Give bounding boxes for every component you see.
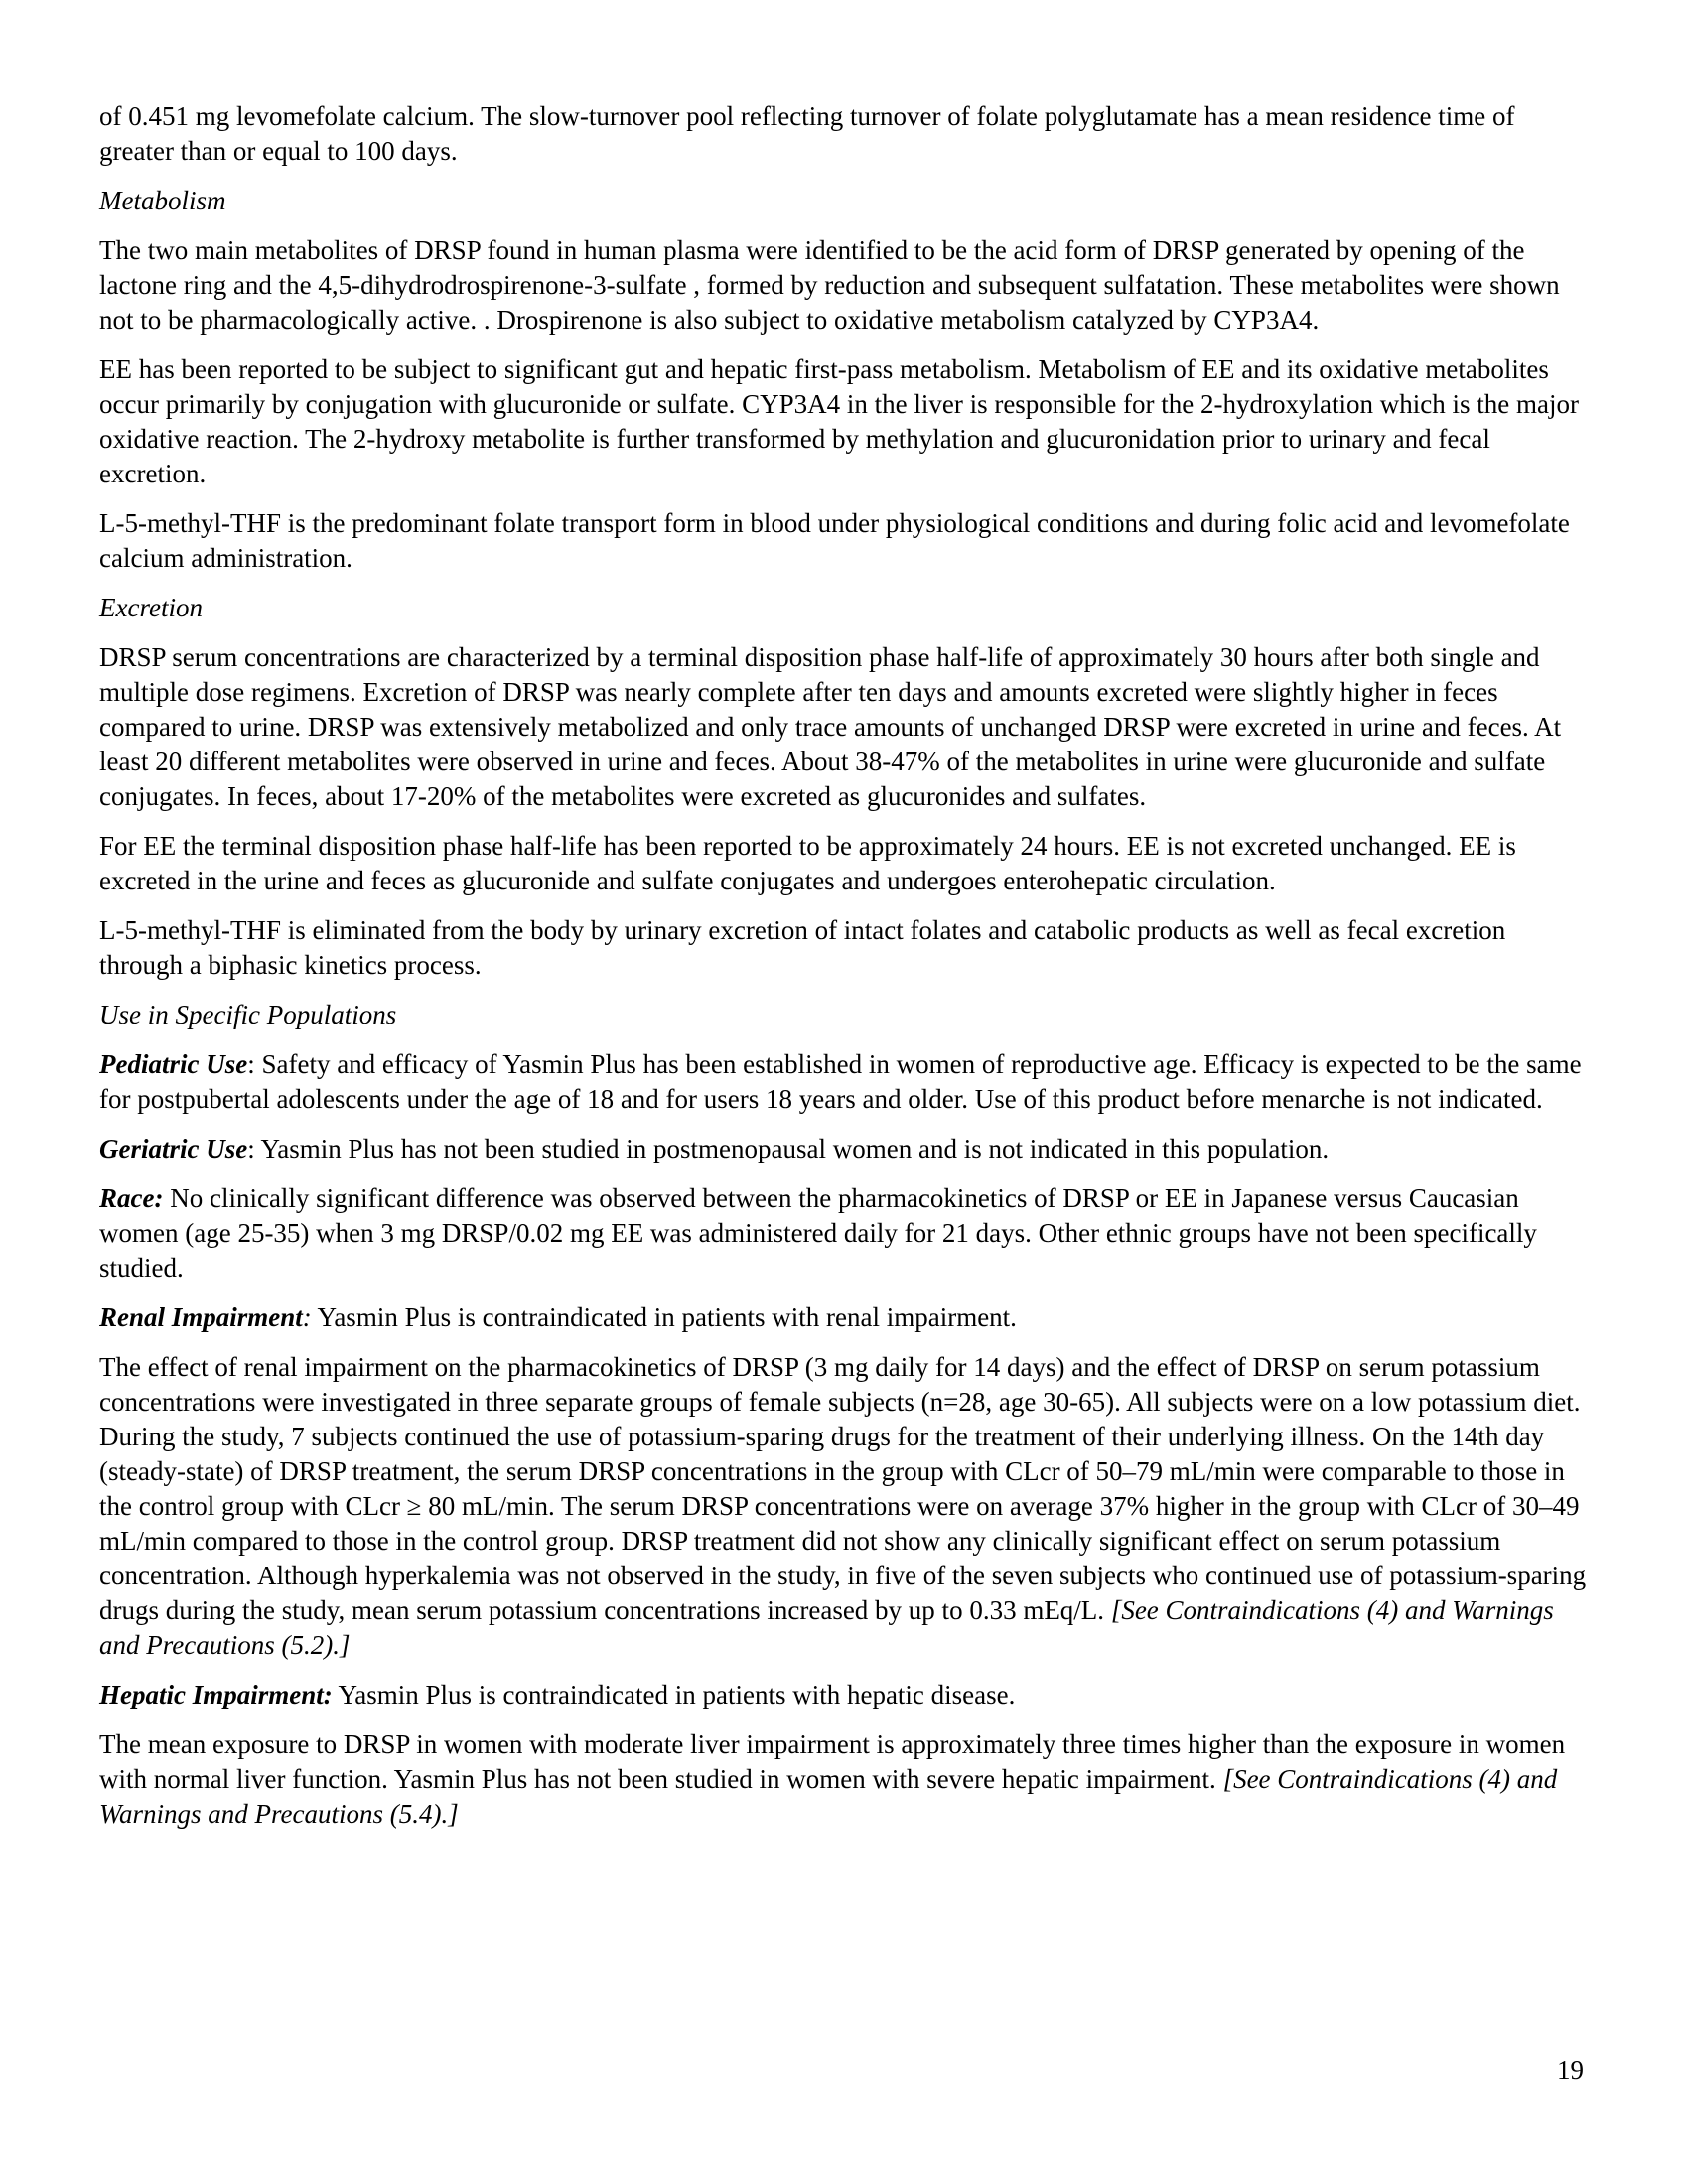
metabolism-paragraph-drsp: The two main metabolites of DRSP found in human plasma were identified to be the acid form of DRSP generated by opening of the lactone ring and the 4,5-dihydrodrospirenone-3-sulfate , formed by reduction and subsequent sulfatation. These metabolites were shown not to be pharmacologically active. . Drospirenone is also subject to oxidative metabolism catalyzed by CYP3A4. <box>99 235 1560 335</box>
hepatic-impairment-reference: [See Contraindications (4) and Warnings and Precautions (5.4).] <box>99 1764 1558 1829</box>
renal-impairment-detail-paragraph <box>99 1350 1589 1663</box>
renal-impairment-paragraph <box>99 1300 1589 1335</box>
document-page <box>99 99 1589 1846</box>
renal-impairment-label: Renal Impairment <box>99 1302 303 1332</box>
race-text: No clinically significant difference was observed between the pharmacokinetics of DRSP or EE in Japanese versus Caucasian women (age 25-35) when 3 mg DRSP/0.02 mg EE was administered daily for 21 days. Other ethnic groups have not been specifically studied. <box>99 1183 1537 1283</box>
hepatic-impairment-label: Hepatic Impairment: <box>99 1680 333 1709</box>
pediatric-use-label: Pediatric Use <box>99 1049 248 1079</box>
excretion-paragraph-ee: For EE the terminal disposition phase half-life has been reported to be approximately 24 hours. EE is not excreted unchanged. EE is excreted in the urine and feces as glucuronide and sulfate conjugates and undergoes enterohepatic circulation. <box>99 831 1516 895</box>
metabolism-paragraph-ee: EE has been reported to be subject to significant gut and hepatic first-pass metabolism. Metabolism of EE and its oxidative metabolites occur primarily by conjugation with glucuronide or sulfate. CYP3A4 in the liver is responsible for the 2-hydroxylation which is the major oxidative reaction. The 2-hydroxy metabolite is further transformed by methylation and glucuronidation prior to urinary and fecal excretion. <box>99 354 1579 488</box>
geriatric-use-paragraph <box>99 1132 1589 1166</box>
hepatic-impairment-detail-text: The mean exposure to DRSP in women with moderate liver impairment is approximately three times higher than the exposure in women with normal liver function. Yasmin Plus has not been studied in women with severe hepatic impairment. <box>99 1729 1566 1794</box>
renal-impairment-reference: [See Contraindications (4) and Warnings and Precautions (5.2).] <box>99 1595 1554 1660</box>
pediatric-use-text: : Safety and efficacy of Yasmin Plus has been established in women of reproductive age. Efficacy is expected to be the same for postpubertal adolescents under the age of 18 and for users 18 years and older. Use of this product before menarche is not indicated. <box>99 1049 1582 1114</box>
specific-populations-heading: Use in Specific Populations <box>99 1000 397 1029</box>
renal-impairment-text: Yasmin Plus is contraindicated in patients with renal impairment. <box>311 1302 1017 1332</box>
renal-impairment-detail-text: The effect of renal impairment on the pharmacokinetics of DRSP (3 mg daily for 14 days) and the effect of DRSP on serum potassium concentrations were investigated in three separate groups of female subjects (n=28, age 30-65). All subjects were on a low potassium diet. During the study, 7 subjects continued the use of potassium-sparing drugs for the treatment of their underlying illness. On the 14th day (steady-state) of DRSP treatment, the serum DRSP concentrations in the group with CLcr of 50–79 mL/min were comparable to those in the control group with CLcr ≥ 80 mL/min. The serum DRSP concentrations were on average 37% higher in the group with CLcr of 30–49 mL/min compared to those in the control group. DRSP treatment did not show any clinically significant effect on serum potassium concentration. Although hyperkalemia was not observed in the study, in five of the seven subjects who continued use of potassium-sparing drugs during the study, mean serum potassium concentrations increased by up to 0.33 mEq/L. <box>99 1352 1587 1625</box>
hepatic-impairment-paragraph <box>99 1678 1589 1712</box>
metabolism-paragraph-folate: L-5-methyl-THF is the predominant folate transport form in blood under physiological conditions and during folic acid and levomefolate calcium administration. <box>99 508 1570 573</box>
intro-paragraph: of 0.451 mg levomefolate calcium. The slow-turnover pool reflecting turnover of folate polyglutamate has a mean residence time of greater than or equal to 100 days. <box>99 101 1515 166</box>
race-label: Race: <box>99 1183 164 1213</box>
excretion-heading: Excretion <box>99 593 203 622</box>
excretion-paragraph-folate: L-5-methyl-THF is eliminated from the body by urinary excretion of intact folates and catabolic products as well as fecal excretion through a biphasic kinetics process. <box>99 915 1506 980</box>
pediatric-use-paragraph <box>99 1047 1589 1117</box>
hepatic-impairment-text: Yasmin Plus is contraindicated in patients with hepatic disease. <box>332 1680 1016 1709</box>
geriatric-use-label: Geriatric Use <box>99 1134 248 1163</box>
geriatric-use-text: : Yasmin Plus has not been studied in postmenopausal women and is not indicated in this population. <box>247 1134 1330 1163</box>
metabolism-heading: Metabolism <box>99 186 226 215</box>
excretion-paragraph-drsp: DRSP serum concentrations are characterized by a terminal disposition phase half-life of approximately 30 hours after both single and multiple dose regimens. Excretion of DRSP was nearly complete after ten days and amounts excreted were slightly higher in feces compared to urine. DRSP was extensively metabolized and only trace amounts of unchanged DRSP were excreted in urine and feces. At least 20 different metabolites were observed in urine and feces. About 38-47% of the metabolites in urine were glucuronide and sulfate conjugates. In feces, about 17-20% of the metabolites were excreted as glucuronides and sulfates. <box>99 642 1562 811</box>
race-paragraph <box>99 1181 1589 1286</box>
hepatic-impairment-detail-paragraph <box>99 1727 1589 1832</box>
page-number: 19 <box>1557 2055 1584 2085</box>
renal-impairment-colon: : <box>302 1302 312 1332</box>
